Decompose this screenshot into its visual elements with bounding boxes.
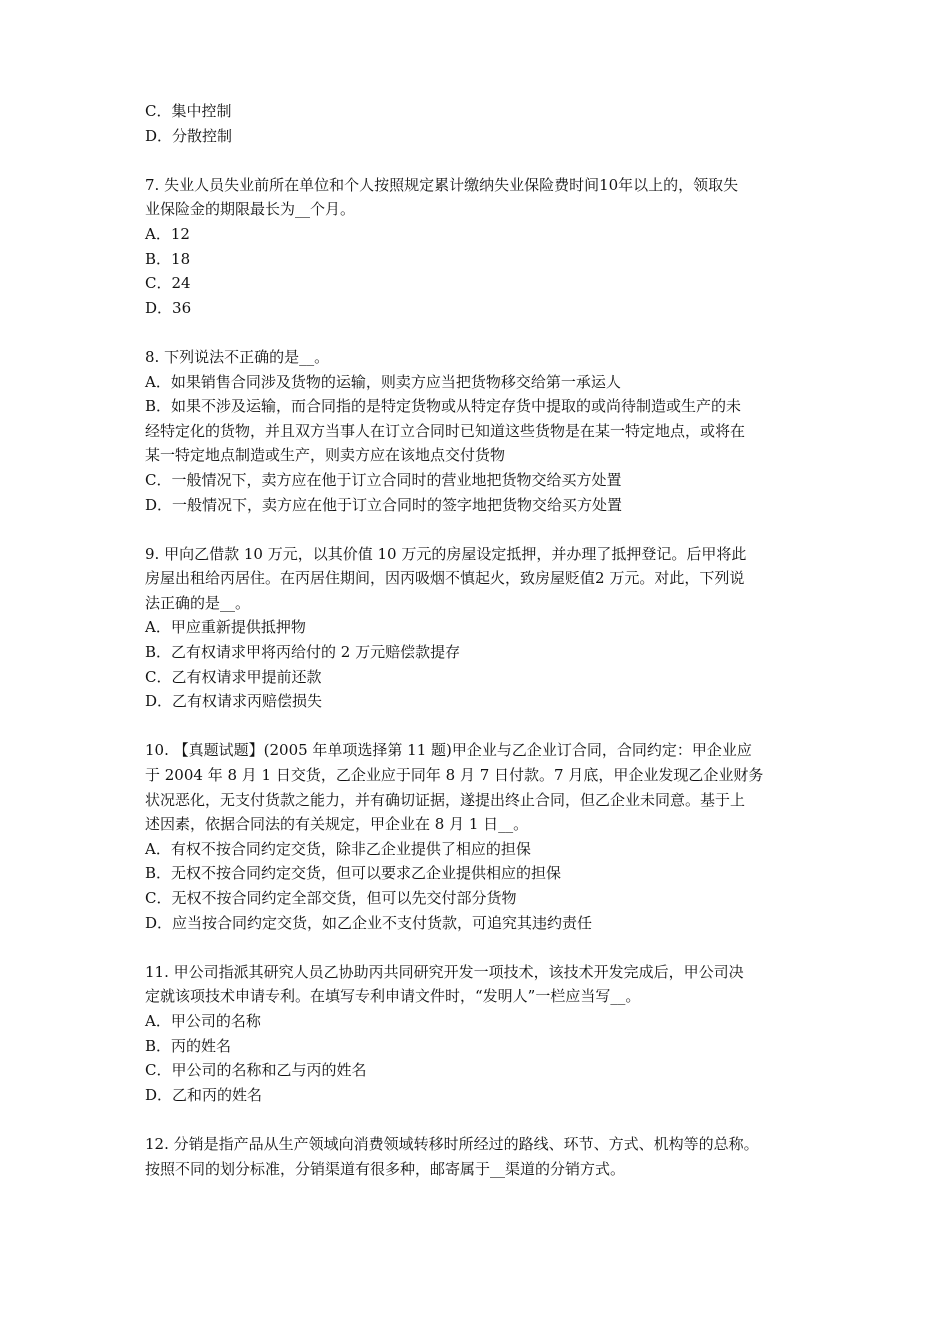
option-d: D．应当按合同约定交货，如乙企业不支付货款，可追究其违约责任 (145, 913, 593, 932)
question-stem-line: 7. 失业人员失业前所在单位和个人按照规定累计缴纳失业保险费时间10年以上的，领取失 (145, 175, 739, 194)
option-d: D．分散控制 (145, 126, 233, 145)
question-stem-line: 9. 甲向乙借款 10 万元，以其价值 10 万元的房屋设定抵押，并办理了抵押登记。后甲将此 (145, 544, 747, 563)
option-b-continued: 某一特定地点制造或生产，则卖方应在该地点交付货物 (145, 446, 506, 465)
question-stem-line: 述因素，依据合同法的有关规定，甲企业在 8 月 1 日__。 (145, 815, 529, 834)
option-b: B．乙有权请求甲将丙给付的 2 万元赔偿款提存 (145, 643, 461, 662)
previous-question-options (145, 99, 820, 148)
option-c: C．甲公司的名称和乙与丙的姓名 (145, 1061, 367, 1080)
question-12 (145, 1132, 820, 1181)
option-d: D．乙有权请求丙赔偿损失 (145, 692, 323, 711)
spacer (145, 1107, 820, 1132)
question-9 (145, 542, 820, 714)
question-11 (145, 960, 820, 1108)
question-stem-line: 法正确的是__。 (145, 593, 251, 612)
option-c: C．无权不按合同约定全部交货，但可以先交付部分货物 (145, 889, 517, 907)
option-c: C．集中控制 (145, 102, 232, 120)
option-b: B．如果不涉及运输，而合同指的是特定货物或从特定存货中提取的或尚待制造或生产的未 (145, 397, 742, 416)
question-stem-line: 按照不同的划分标准，分销渠道有很多种，邮寄属于__渠道的分销方式。 (145, 1159, 626, 1178)
option-a: A．如果销售合同涉及货物的运输，则卖方应当把货物移交给第一承运人 (145, 372, 621, 391)
option-c: C．乙有权请求甲提前还款 (145, 667, 322, 686)
option-a: A．有权不按合同约定交货，除非乙企业提供了相应的担保 (145, 839, 531, 858)
question-10 (145, 738, 820, 935)
question-stem-line: 11. 甲公司指派其研究人员乙协助丙共同研究开发一项技术，该技术开发完成后，甲公司决 (145, 962, 744, 981)
option-b-continued: 经特定化的货物，并且双方当事人在订立合同时已知道这些货物是在某一特定地点，或将在 (145, 421, 746, 440)
question-stem-line: 10. 【真题试题】(2005 年单项选择第 11 题)甲企业与乙企业订合同，合同约定：甲企业应 (145, 741, 752, 760)
spacer (145, 148, 820, 173)
option-a: A．甲应重新提供抵押物 (145, 618, 306, 637)
spacer (145, 935, 820, 960)
question-stem-line: 业保险金的期限最长为__个月。 (145, 200, 356, 219)
question-stem-line: 8. 下列说法不正确的是__。 (145, 347, 330, 366)
spacer (145, 714, 820, 739)
option-b: B．无权不按合同约定交货，但可以要求乙企业提供相应的担保 (145, 864, 562, 883)
option-c: C．24 (145, 274, 191, 293)
option-b: B．18 (145, 249, 191, 268)
spacer (145, 320, 820, 345)
question-stem-line: 状况恶化，无支付货款之能力，并有确切证据，遂提出终止合同，但乙企业未同意。基于上 (145, 790, 746, 809)
option-d: D．乙和丙的姓名 (145, 1085, 263, 1104)
option-c: C．一般情况下，卖方应在他于订立合同时的营业地把货物交给买方处置 (145, 470, 622, 489)
question-stem-line: 定就该项技术申请专利。在填写专利申请文件时，“发明人”一栏应当写__。 (145, 987, 641, 1006)
option-a: A．12 (145, 224, 190, 243)
question-stem-line: 12. 分销是指产品从生产领域向消费领域转移时所经过的路线、环节、方式、机构等的总称。 (145, 1134, 759, 1153)
question-7 (145, 173, 820, 321)
option-d: D．36 (145, 298, 192, 317)
spacer (145, 517, 820, 542)
document-page (145, 99, 820, 1181)
option-a: A．甲公司的名称 (145, 1011, 261, 1030)
option-d: D．一般情况下，卖方应在他于订立合同时的签字地把货物交给买方处置 (145, 495, 623, 514)
question-stem-line: 于 2004 年 8 月 1 日交货，乙企业应于同年 8 月 7 日付款。7 月底，甲企业发现乙企业财务 (145, 766, 764, 785)
question-stem-line: 房屋出租给丙居住。在丙居住期间，因丙吸烟不慎起火，致房屋贬值2 万元。对此，下列说 (145, 569, 745, 588)
question-8 (145, 345, 820, 517)
option-b: B．丙的姓名 (145, 1036, 232, 1055)
